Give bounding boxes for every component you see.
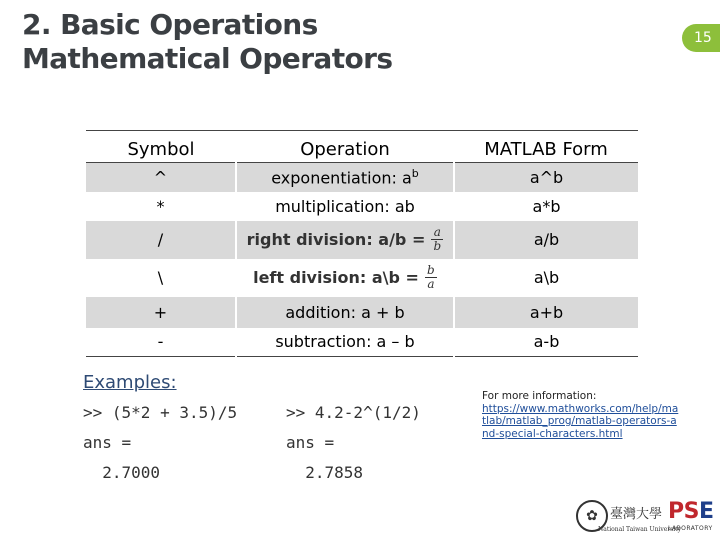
symbol-cell: - xyxy=(86,328,236,357)
example-command: >> 4.2-2^(1/2) xyxy=(286,403,421,422)
title-line-1: 2. Basic Operations xyxy=(22,8,318,41)
example-ans-label: ans = xyxy=(286,433,335,452)
operation-cell: addition: a + b xyxy=(236,297,454,328)
pse-logo-ps: PS xyxy=(668,499,699,524)
page-number-badge: 15 xyxy=(682,24,720,52)
header-operation: Operation xyxy=(236,131,454,163)
examples-label: Examples: xyxy=(83,372,177,393)
operation-cell: multiplication: ab xyxy=(236,192,454,221)
fraction-numerator: b xyxy=(427,263,435,277)
example-result: 2.7000 xyxy=(83,463,161,482)
operation-cell xyxy=(236,163,454,192)
matlab-form-cell: a-b xyxy=(454,328,638,357)
operation-cell: subtraction: a – b xyxy=(236,328,454,357)
example-code-left xyxy=(83,398,237,488)
university-name: 臺灣大學 xyxy=(610,507,663,522)
operation-cell xyxy=(236,221,454,259)
exponent: b xyxy=(411,167,419,181)
mathworks-link[interactable]: https://www.mathworks.com/help/matlab/matlab_prog/matlab-operators-and-special-characters.html xyxy=(482,402,679,440)
matlab-form-cell: a/b xyxy=(454,221,638,259)
symbol-cell: \ xyxy=(157,268,164,287)
title-line-2: Mathematical Operators xyxy=(22,42,393,75)
matlab-form-cell: a\b xyxy=(533,268,560,287)
header-matlab-form: MATLAB Form xyxy=(454,131,638,163)
fraction-denominator: b xyxy=(433,239,442,253)
matlab-form-cell: a*b xyxy=(532,196,561,216)
table-header-row xyxy=(86,131,638,163)
table-row xyxy=(86,259,638,297)
slide-title xyxy=(22,8,392,76)
table-row xyxy=(86,221,638,259)
example-result: 2.7858 xyxy=(286,463,364,482)
fraction-denominator: a xyxy=(427,277,435,291)
more-info xyxy=(482,390,682,440)
university-english-name: National Taiwan University xyxy=(598,526,682,533)
operators-table xyxy=(86,130,638,357)
symbol-cell: / xyxy=(86,221,236,259)
table-row xyxy=(86,192,638,221)
symbol-cell: + xyxy=(86,297,236,328)
matlab-form-cell: a+b xyxy=(454,297,638,328)
more-info-prefix: For more information: xyxy=(482,390,597,402)
pse-logo xyxy=(668,500,714,524)
operation-text: left division: a\b = xyxy=(253,268,419,287)
header-symbol: Symbol xyxy=(86,131,236,163)
operation-cell xyxy=(236,259,454,297)
university-seal-icon: ✿ xyxy=(576,500,608,532)
example-ans-label: ans = xyxy=(83,433,132,452)
matlab-form-cell: a^b xyxy=(454,163,638,192)
fraction xyxy=(431,226,443,253)
operation-text: exponentiation: a xyxy=(271,168,412,188)
laboratory-label: LABORATORY xyxy=(668,525,713,532)
right-division-formula xyxy=(247,226,444,253)
table-row xyxy=(86,328,638,357)
fraction xyxy=(425,264,437,291)
left-division-formula xyxy=(253,264,437,291)
example-command: >> (5*2 + 3.5)/5 xyxy=(83,403,238,422)
fraction-numerator: a xyxy=(433,225,441,239)
operation-text: right division: a/b = xyxy=(246,230,426,249)
pse-logo-e: E xyxy=(698,499,714,524)
symbol-cell: ^ xyxy=(86,163,236,192)
table-row xyxy=(86,163,638,192)
table-row xyxy=(86,297,638,328)
example-code-right xyxy=(286,398,421,488)
symbol-cell: * xyxy=(156,196,165,216)
